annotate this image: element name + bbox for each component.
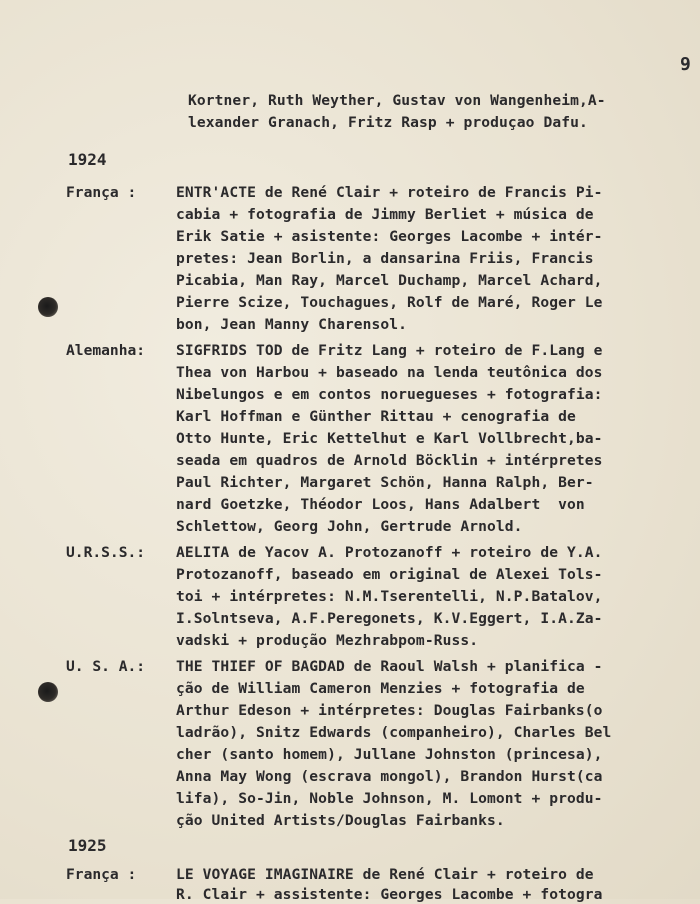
text-line: ção United Artists/Douglas Fairbanks. (176, 812, 505, 829)
country-label: França : (66, 184, 137, 201)
year-heading: 1924 (68, 150, 107, 169)
text-line: ENTR'ACTE de René Clair + roteiro de Francis Pi- (176, 184, 603, 201)
country-label: U. S. A.: (66, 658, 146, 675)
text-line: ção de William Cameron Menzies + fotografia de (176, 680, 585, 697)
text-line: R. Clair + assistente: Georges Lacombe + fotogra (176, 886, 603, 903)
text-line: toi + intérpretes: N.M.Tserentelli, N.P.Batalov, (176, 588, 603, 605)
text-line: Schlettow, Georg John, Gertrude Arnold. (176, 518, 523, 535)
text-line: Paul Richter, Margaret Schön, Hanna Ralph, Ber- (176, 474, 594, 491)
text-line: pretes: Jean Borlin, a dansarina Friis, Francis (176, 250, 594, 267)
punch-hole (38, 297, 58, 317)
text-line: THE THIEF OF BAGDAD de Raoul Walsh + planifica - (176, 658, 603, 675)
text-line: cher (santo homem), Jullane Johnston (princesa), (176, 746, 603, 763)
text-line: SIGFRIDS TOD de Fritz Lang + roteiro de F.Lang e (176, 342, 603, 359)
year-heading: 1925 (68, 836, 107, 855)
punch-hole (38, 682, 58, 702)
text-line: Protozanoff, baseado em original de Alexei Tols- (176, 566, 603, 583)
text-line: Kortner, Ruth Weyther, Gustav von Wangenheim,A- (188, 92, 606, 109)
text-line: I.Solntseva, A.F.Peregonets, K.V.Eggert, I.A.Za- (176, 610, 603, 627)
text-line: AELITA de Yacov A. Protozanoff + roteiro de Y.A. (176, 544, 603, 561)
text-line: Arthur Edeson + intérpretes: Douglas Fairbanks(o (176, 702, 603, 719)
text-line: Anna May Wong (escrava mongol), Brandon Hurst(ca (176, 768, 603, 785)
text-line: lifa), So-Jin, Noble Johnson, M. Lomont + produ- (176, 790, 603, 807)
text-line: Pierre Scize, Touchagues, Rolf de Maré, Roger Le (176, 294, 603, 311)
text-line: Erik Satie + asistente: Georges Lacombe + intér- (176, 228, 603, 245)
text-line: Picabia, Man Ray, Marcel Duchamp, Marcel Achard, (176, 272, 603, 289)
text-line: cabia + fotografia de Jimmy Berliet + música de (176, 206, 594, 223)
text-line: Karl Hoffman e Günther Rittau + cenografia de (176, 408, 576, 425)
text-line: seada em quadros de Arnold Böcklin + intérpretes (176, 452, 603, 469)
country-label: Alemanha: (66, 342, 146, 359)
text-line: Nibelungos e em contos noruegueses + fotografia: (176, 386, 603, 403)
text-line: vadski + produção Mezhrabpom-Russ. (176, 632, 479, 649)
text-line: bon, Jean Manny Charensol. (176, 316, 408, 333)
text-line: ladrão), Snitz Edwards (companheiro), Charles Bel (176, 724, 612, 741)
text-line: lexander Granach, Fritz Rasp + produçao Dafu. (188, 114, 588, 131)
country-label: França : (66, 866, 137, 883)
text-line: Thea von Harbou + baseado na lenda teutônica dos (176, 364, 603, 381)
text-line: LE VOYAGE IMAGINAIRE de René Clair + roteiro de (176, 866, 594, 883)
country-label: U.R.S.S.: (66, 544, 146, 561)
text-line: Otto Hunte, Eric Kettelhut e Karl Vollbrecht,ba- (176, 430, 603, 447)
text-line: nard Goetzke, Théodor Loos, Hans Adalbert von (176, 496, 585, 513)
page-number: 9 (680, 54, 691, 75)
